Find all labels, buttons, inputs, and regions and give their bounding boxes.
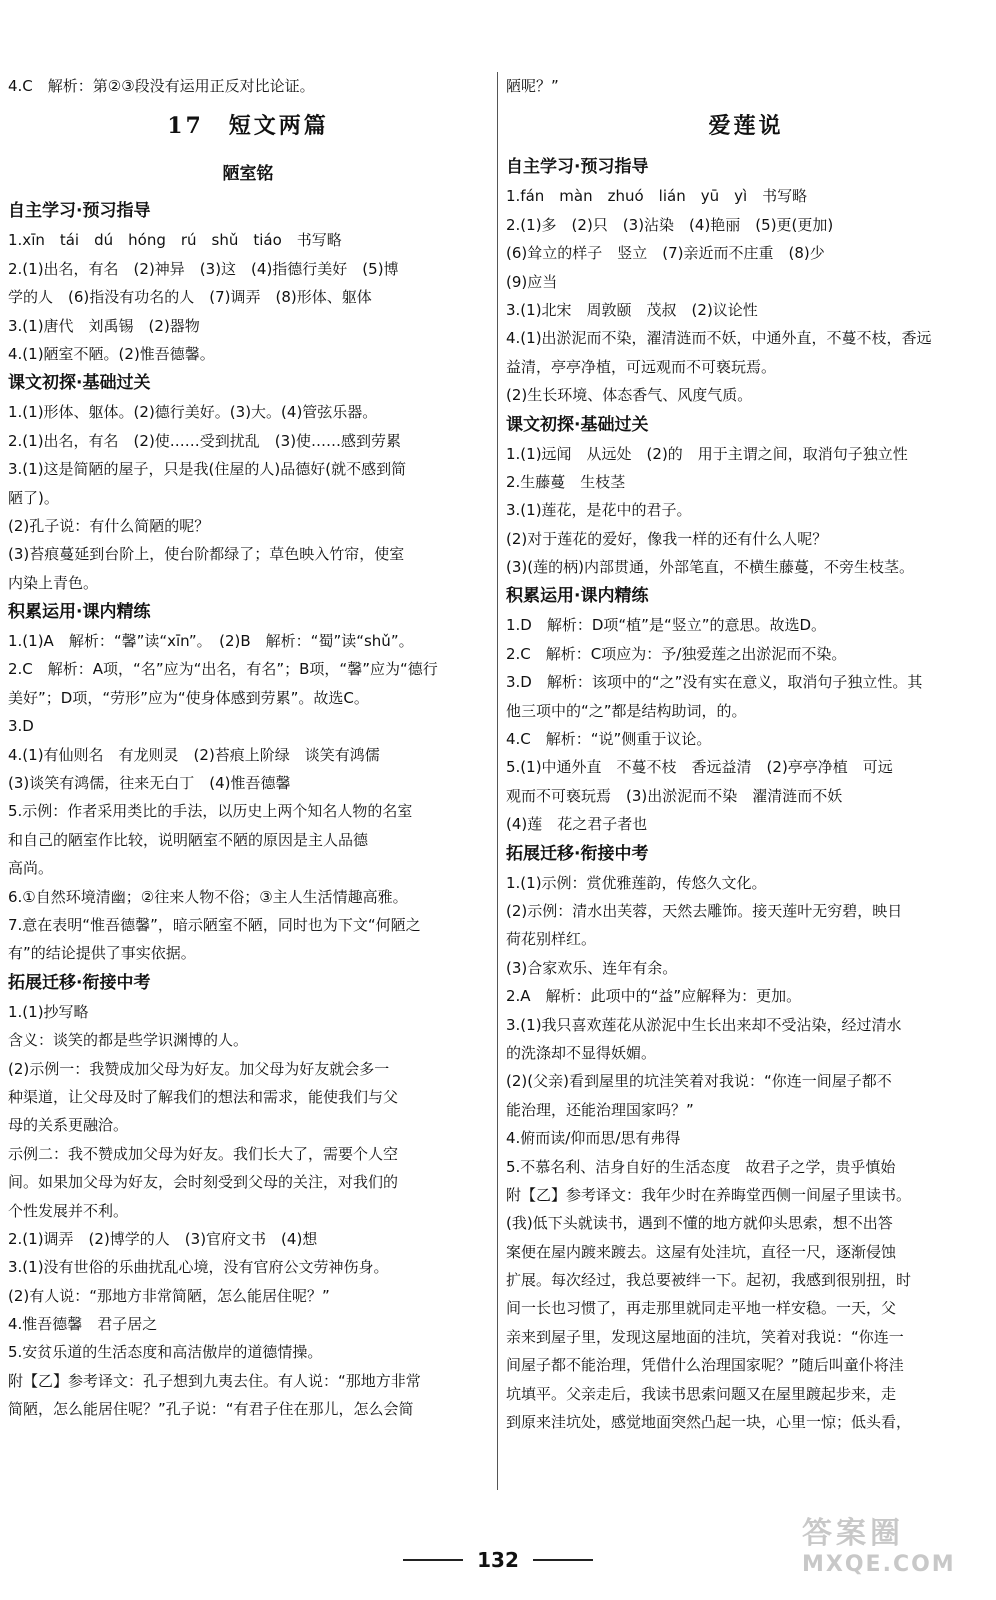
- text-line: (9)应当: [506, 272, 558, 291]
- text-line: 学的人 (6)指没有功名的人 (7)调弄 (8)形体、躯体: [8, 288, 372, 307]
- section-heading: 自主学习·预习指导: [8, 201, 151, 222]
- text-line: 母的关系更融洽。: [8, 1116, 129, 1135]
- text-line: 5.不慕名利、洁身自好的生活态度 故君子之学，贵乎慎始: [506, 1157, 896, 1176]
- text-line: (2)(父亲)看到屋里的坑洼笑着对我说：“你连一间屋子都不: [506, 1072, 892, 1091]
- text-line: (我)低下头就读书，遇到不懂的地方就仰头思索，想不出答: [506, 1214, 893, 1233]
- text-line: 陋呢？”: [506, 77, 559, 95]
- text-line: 1.(1)抄写略: [8, 1002, 89, 1021]
- text-line: 4.C 解析：第②③段没有运用正反对比论证。: [8, 77, 315, 95]
- text-line: 3.D 解析：该项中的“之”没有实在意义，取消句子独立性。其: [506, 673, 923, 692]
- text-line: 3.(1)北宋 周敦颐 茂叔 (2)议论性: [506, 300, 758, 319]
- text-line: 2.(1)多 (2)只 (3)沾染 (4)艳丽 (5)更(更加): [506, 215, 834, 234]
- text-line: 5.安贫乐道的生活态度和高洁傲岸的道德情操。: [8, 1343, 323, 1362]
- right-column: [506, 72, 986, 1436]
- page-number: 132: [477, 1548, 519, 1572]
- section-heading: 自主学习·预习指导: [506, 157, 649, 178]
- text-line: 间。如果加父母为好友，会时刻受到父母的关注，对我们的: [8, 1173, 399, 1192]
- text-line: 2.C 解析：A项，“名”应为“出名，有名”；B项，“馨”应为“德行: [8, 660, 438, 679]
- left-column: [8, 72, 488, 1424]
- text-line: 1.D 解析：D项“植”是“竖立”的意思。故选D。: [506, 616, 827, 635]
- text-line: 案便在屋内踱来踱去。这屋有处洼坑，直径一尺，逐渐侵蚀: [506, 1242, 897, 1261]
- text-line: 2.(1)出名，有名 (2)使……受到扰乱 (3)使……感到劳累: [8, 431, 402, 450]
- text-line: 他三项中的“之”都是结构助词，的。: [506, 701, 747, 720]
- watermark-url: MXQE.COM: [802, 1552, 956, 1577]
- text-line: 5.(1)中通外直 不蔓不枝 香远益清 (2)亭亭净植 可远: [506, 758, 893, 777]
- text-line: 到原来洼坑处，感觉地面突然凸起一块，心里一惊；低头看，: [506, 1413, 912, 1432]
- watermark-name: 答案圈: [802, 1516, 904, 1551]
- text-line: (2)孔子说：有什么简陋的呢？: [8, 516, 210, 535]
- text-line: 4.俯而读/仰而思/思有弗得: [506, 1129, 681, 1148]
- text-line: 2.C 解析：C项应为：予/独爱莲之出淤泥而不染。: [506, 644, 847, 663]
- text-line: 1.fán màn zhuó lián yū yì 书写略: [506, 187, 808, 206]
- text-line: 3.D: [8, 717, 34, 736]
- text-line: 美好”；D项，“劳形”应为“使身体感到劳累”。故选C。: [8, 688, 369, 707]
- text-line: 种渠道，让父母及时了解我们的想法和需求，能使我们与父: [8, 1087, 399, 1106]
- text-line: 2.A 解析：此项中的“益”应解释为：更加。: [506, 987, 802, 1006]
- text-line: (2)示例一：我赞成加父母为好友。加父母为好友就会多一: [8, 1059, 390, 1078]
- text-line: 扩展。每次经过，我总要被绊一下。起初，我感到很别扭，时: [506, 1271, 912, 1290]
- text-line: (2)有人说：“那地方非常简陋，怎么能居住呢？”: [8, 1286, 330, 1305]
- column-divider: [497, 72, 498, 1490]
- text-line: 有”的结论提供了事实依据。: [8, 944, 196, 963]
- section-heading: 课文初探·基础过关: [506, 414, 649, 435]
- text-line: (3)苔痕蔓延到台阶上，使台阶都绿了；草色映入竹帘，使室: [8, 545, 405, 564]
- text-line: 1.(1)形体、躯体。(2)德行美好。(3)大。(4)管弦乐器。: [8, 403, 378, 422]
- text-line: (2)示例：清水出芙蓉，天然去雕饰。接天莲叶无穷碧，映日: [506, 901, 903, 920]
- text-line: 观而不可亵玩焉 (3)出淤泥而不染 濯清涟而不妖: [506, 786, 843, 805]
- text-line: 1.xīn tái dú hóng rú shǔ tiáo 书写略: [8, 231, 342, 250]
- text-line: 益清，亭亭净植，可远观而不可亵玩焉。: [506, 357, 777, 376]
- text-line: 示例二：我不赞成加父母为好友。我们长大了，需要个人空: [8, 1144, 399, 1163]
- footer-rule-left: [403, 1559, 463, 1561]
- text-line: 4.(1)有仙则名 有龙则灵 (2)苔痕上阶绿 谈笑有鸿儒: [8, 745, 380, 764]
- text-line: 3.(1)我只喜欢莲花从淤泥中生长出来却不受沾染，经过清水: [506, 1015, 902, 1034]
- text-line: 高尚。: [8, 859, 54, 878]
- text-line: 7.意在表明“惟吾德馨”，暗示陋室不陋，同时也为下文“何陋之: [8, 915, 421, 934]
- lesson-title: 陋室铭: [222, 164, 274, 185]
- text-line: (3)合家欢乐、连年有余。: [506, 958, 678, 977]
- text-line: 4.(1)出淤泥而不染，濯清涟而不妖，中通外直，不蔓不枝，香远: [506, 329, 932, 348]
- text-line: 亲来到屋子里，发现这屋地面的洼坑，笑着对我说：“你连一: [506, 1327, 904, 1346]
- chapter-title: 17 短文两篇: [167, 113, 329, 140]
- text-line: 和自己的陋室作比较，说明陋室不陋的原因是主人品德: [8, 830, 369, 849]
- text-line: 附【乙】参考译文：我年少时在养晦堂西侧一间屋子里读书。: [506, 1185, 912, 1204]
- section-heading: 拓展迁移·衔接中考: [8, 972, 151, 993]
- text-line: 3.(1)唐代 刘禹锡 (2)器物: [8, 316, 200, 335]
- text-line: 1.(1)示例：赏优雅莲韵，传悠久文化。: [506, 873, 767, 892]
- text-line: 2.生藤蔓 生枝茎: [506, 472, 626, 491]
- section-heading: 拓展迁移·衔接中考: [506, 843, 649, 864]
- text-line: 3.(1)这是简陋的屋子，只是我(住屋的人)品德好(就不感到简: [8, 460, 407, 479]
- text-line: 简陋，怎么能居住呢？”孔子说：“有君子住在那儿，怎么会简: [8, 1400, 414, 1419]
- text-line: 内染上青色。: [8, 573, 99, 592]
- text-line: 4.惟吾德馨 君子居之: [8, 1315, 158, 1334]
- chapter-title: 爱莲说: [708, 113, 784, 140]
- text-line: 6.①自然环境清幽；②往来人物不俗；③主人生活情趣高雅。: [8, 887, 408, 906]
- text-line: 1.(1)远闻 从远处 (2)的 用于主谓之间，取消句子独立性: [506, 444, 908, 463]
- section-heading: 积累运用·课内精练: [8, 602, 151, 623]
- text-line: 5.示例：作者采用类比的手法，以历史上两个知名人物的名室: [8, 802, 413, 821]
- text-line: 能治理，还能治理国家吗？”: [506, 1100, 694, 1119]
- text-line: 4.C 解析：“说”侧重于议论。: [506, 730, 712, 749]
- text-line: 1.(1)A 解析：“馨”读“xīn”。 (2)B 解析：“蜀”读“shǔ”。: [8, 632, 414, 651]
- text-line: 陋了)。: [8, 488, 59, 507]
- watermark-logo: [802, 1508, 982, 1588]
- text-line: 2.(1)出名，有名 (2)神异 (3)这 (4)指德行美好 (5)博: [8, 259, 399, 278]
- text-line: (2)生长环境、体态香气、风度气质。: [506, 386, 753, 405]
- text-line: (4)莲 花之君子者也: [506, 815, 648, 834]
- text-line: 间屋子都不能治理，凭借什么治理国家呢？”随后叫童仆将洼: [506, 1356, 904, 1375]
- text-line: 3.(1)没有世俗的乐曲扰乱心境，没有官府公文劳神伤身。: [8, 1258, 389, 1277]
- text-line: 2.(1)调弄 (2)博学的人 (3)官府文书 (4)想: [8, 1229, 318, 1248]
- text-line: 间一长也习惯了，再走那里就同走平地一样安稳。一天，父: [506, 1299, 897, 1318]
- text-line: (3)(莲的柄)内部贯通，外部笔直，不横生藤蔓，不旁生枝茎。: [506, 558, 914, 577]
- section-heading: 课文初探·基础过关: [8, 373, 151, 394]
- text-line: 坑填平。父亲走后，我读书思索问题又在屋里踱起步来，走: [506, 1384, 897, 1403]
- text-line: (6)耸立的样子 竖立 (7)亲近而不庄重 (8)少: [506, 244, 825, 263]
- text-line: 含义：谈笑的都是些学识渊博的人。: [8, 1031, 249, 1050]
- text-line: 3.(1)莲花，是花中的君子。: [506, 501, 692, 520]
- text-line: (3)谈笑有鸿儒，往来无白丁 (4)惟吾德馨: [8, 774, 291, 793]
- section-heading: 积累运用·课内精练: [506, 586, 649, 607]
- text-line: 荷花别样红。: [506, 930, 597, 949]
- text-line: 4.(1)陋室不陋。(2)惟吾德馨。: [8, 344, 215, 363]
- text-line: 附【乙】参考译文：孔子想到九夷去住。有人说：“那地方非常: [8, 1371, 421, 1390]
- footer-rule-right: [533, 1559, 593, 1561]
- text-line: 的洗涤却不显得妖媚。: [506, 1043, 657, 1062]
- text-line: 个性发展并不利。: [8, 1201, 129, 1220]
- text-line: (2)对于莲花的爱好，像我一样的还有什么人呢？: [506, 529, 828, 548]
